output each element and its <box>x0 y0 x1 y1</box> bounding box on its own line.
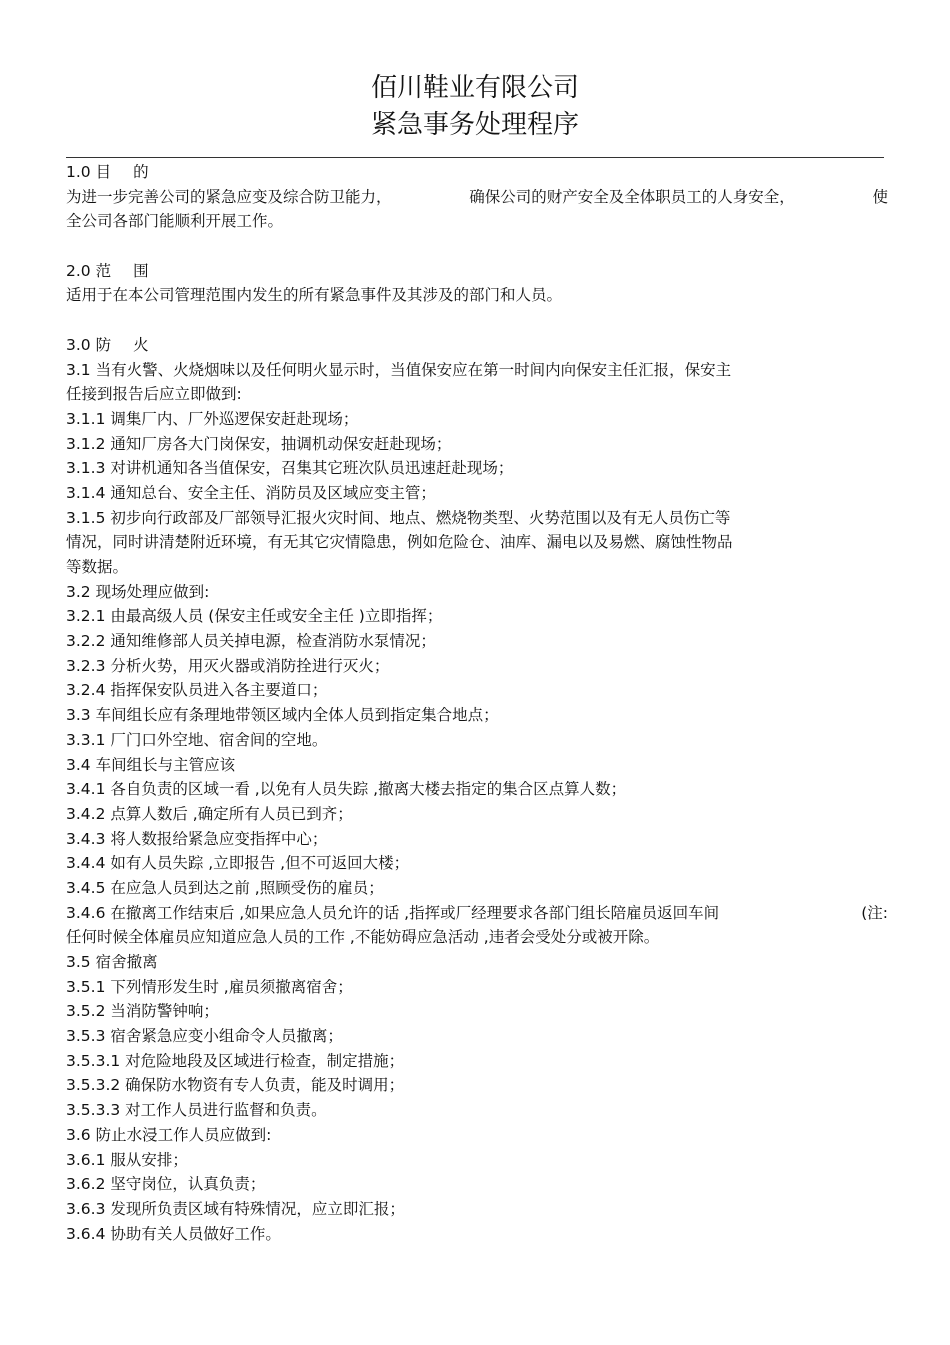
list-item: 3.2.4 指挥保安队员进入各主要道口； <box>66 681 328 700</box>
list-item: 3.5.3.2 确保防水物资有专人负责，能及时调用； <box>66 1076 405 1095</box>
document-body <box>66 160 888 1246</box>
list-item: 3.5.3 宿舍紧急应变小组命令人员撤离； <box>66 1027 343 1046</box>
list-item: 3.4.2 点算人数后 ,确定所有人员已到齐； <box>66 804 353 823</box>
list-item: 3.4.3 将人数报给紧急应变指挥中心； <box>66 829 328 848</box>
list-item: 3.6.2 坚守岗位，认真负责； <box>66 1175 266 1194</box>
list-item: 3.4.1 各自负责的区域一看 ,以免有人员失踪 ,撤离大楼去指定的集合区点算人数； <box>66 780 627 799</box>
document-title: 紧急事务处理程序 <box>370 110 579 140</box>
list-item: 3.3 车间组长应有条理地带领区域内全体人员到指定集合地点； <box>66 706 499 725</box>
paragraph-line: 适用于在本公司管理范围内发生的所有紧急事件及其涉及的部门和人员。 <box>66 286 563 305</box>
list-item: 3.4.4 如有人员失踪 ,立即报告 ,但不可返回大楼； <box>66 854 410 873</box>
paragraph-line: 任何时候全体雇员应知道应急人员的工作 ,不能妨碍应急活动 ,违者会受处分或被开除。 <box>66 928 660 947</box>
list-item: 3.1.2 通知厂房各大门岗保安，抽调机动保安赶赴现场； <box>66 434 452 453</box>
paragraph-line: 等数据。 <box>66 558 129 576</box>
section-heading-scope: 2.0 范 围 <box>66 261 149 280</box>
list-item: 3.5.3.1 对危险地段及区域进行检查，制定措施； <box>66 1051 405 1070</box>
list-item: 3.1.5 初步向行政部及厂部领导汇报火灾时间、地点、燃烧物类型、火势范围以及有无人员伤亡等 <box>66 508 731 527</box>
list-item: 3.4.5 在应急人员到达之前 ,照顾受伤的雇员； <box>66 878 384 897</box>
list-item: 3.1.1 调集厂内、厂外巡逻保安赶赴现场； <box>66 409 359 428</box>
list-item: 3.5.2 当消防警钟响； <box>66 1002 219 1021</box>
list-item: 3.5.3.3 对工作人员进行监督和负责。 <box>66 1101 327 1120</box>
list-item: 3.5.1 下列情形发生时 ,雇员须撤离宿舍； <box>66 977 353 996</box>
list-item: 3.4.6 在撤离工作结束后 ,如果应急人员允许的话 ,指挥或厂经理要求各部门组长陪雇员返回车间 (注: <box>66 903 888 922</box>
header-divider <box>66 157 884 158</box>
list-item: 3.1.3 对讲机通知各当值保安，召集其它班次队员迅速赶赴现场； <box>66 459 514 478</box>
list-item: 3.2.3 分析火势，用灭火器或消防拴进行灭火； <box>66 656 390 675</box>
paragraph-line: 3.1 当有火警、火烧烟味以及任何明火显示时，当值保安应在第一时间内向保安主任汇报，保安主 <box>66 360 732 379</box>
section-heading-purpose: 1.0 目 的 <box>66 163 149 181</box>
list-item: 3.2.1 由最高级人员 (保安主任或安全主任 )立即指挥； <box>66 607 443 626</box>
list-item: 3.5 宿舍撤离 <box>66 953 158 971</box>
list-item: 3.6 防止水浸工作人员应做到: <box>66 1125 272 1144</box>
paragraph-line: 情况，同时讲清楚附近环境，有无其它灾情隐患，例如危险仓、油库、漏电以及易燃、腐蚀性物品 <box>66 533 733 552</box>
paragraph-line: 任接到报告后应立即做到: <box>66 385 242 404</box>
list-item: 3.6.4 协助有关人员做好工作。 <box>66 1224 281 1243</box>
list-item: 3.2 现场处理应做到: <box>66 582 210 601</box>
list-item: 3.2.2 通知维修部人员关掉电源，检查消防水泵情况； <box>66 632 436 651</box>
list-item: 3.6.1 服从安排； <box>66 1150 188 1169</box>
paragraph-line: 为进一步完善公司的紧急应变及综合防卫能力， 确保公司的财产安全及全体职员工的人身安全， 使 <box>66 187 888 206</box>
section-heading-fire: 3.0 防 火 <box>66 335 149 354</box>
list-item: 3.6.3 发现所负责区域有特殊情况，应立即汇报； <box>66 1199 405 1218</box>
list-item: 3.3.1 厂门口外空地、宿舍间的空地。 <box>66 730 328 749</box>
paragraph-line: 全公司各部门能顺利开展工作。 <box>66 212 284 231</box>
list-item: 3.1.4 通知总台、安全主任、消防员及区域应变主管； <box>66 483 436 502</box>
list-item: 3.4 车间组长与主管应该 <box>66 755 236 774</box>
company-name: 佰川鞋业有限公司 <box>370 73 579 103</box>
